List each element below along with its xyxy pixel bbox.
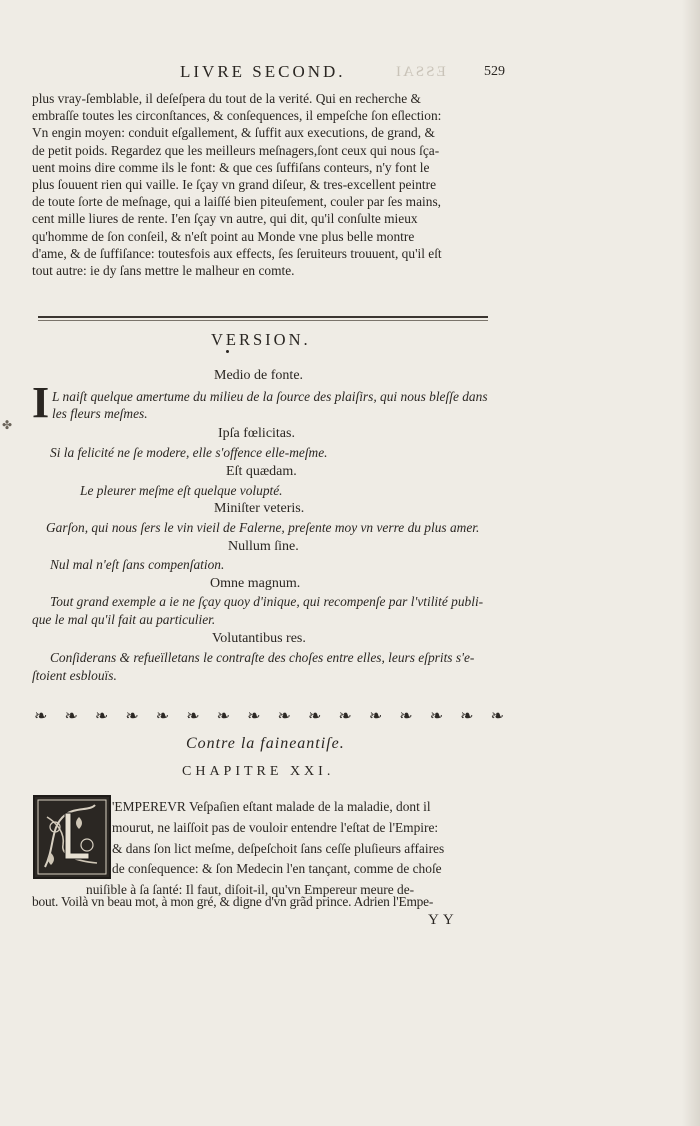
- bleed-through-text: ESSAI: [394, 64, 446, 80]
- fleuron-icon: ❧: [216, 708, 231, 725]
- chapter-text-line: nuiſible à ſa ſanté: Il faut, diſoit-il, qu'vn Empereur meure de-: [86, 882, 415, 897]
- margin-mark: ✤: [2, 418, 13, 432]
- fleuron-icon: ❧: [460, 708, 474, 725]
- chapter-text-line: 'EMPEREVR Veſpaſien eſtant malade de la maladie, dont il: [112, 799, 431, 814]
- french-translation: Garſon, qui nous ſers le vin vieil de Falerne, preſente moy vn verre du plus amer.: [46, 520, 480, 535]
- running-head: [0, 62, 700, 86]
- french-translation: les fleurs meſmes.: [52, 406, 148, 421]
- fleuron-icon: ❧: [338, 708, 352, 725]
- drop-cap-letter: I: [32, 378, 50, 427]
- fleuron-icon: ❧: [247, 708, 261, 725]
- text-line: plus ſouuent rien qui vaille. Ie ſçay vn grand diſeur, & tres-excellent peintre: [32, 177, 437, 193]
- chapter-text-line: de conſequence: & ſon Medecin l'en tançant, comme de choſe: [112, 861, 442, 876]
- latin-incipit: Miniſter veteris.: [214, 501, 305, 516]
- running-head-title: LIVRE SECOND.: [180, 62, 346, 81]
- text-line: Vn engin moyen: conduit eſgallement, & ſuffit aux executions, de grand, &: [32, 125, 435, 141]
- text-line: de toute ſorte de meſnage, qui a laiſſé bien piteuſement, couler par ſes mains,: [32, 194, 442, 210]
- french-translation: Le pleurer meſme eſt quelque volupté.: [80, 483, 283, 498]
- fleuron-icon: ❧: [125, 708, 139, 725]
- french-translation: Tout grand exemple a ie ne ſçay quoy d'inique, qui recompenſe par l'vtilité publi-: [50, 594, 484, 609]
- latin-incipit: Nullum ſine.: [228, 539, 299, 554]
- fleuron-icon: ❧: [64, 708, 78, 725]
- latin-incipit: Medio de fonte.: [214, 368, 304, 383]
- chapter-text-line: bout. Voilà vn beau mot, à mon gré, & digne d'vn grãd prince. Adrien l'Empe-: [32, 894, 434, 909]
- fleuron-icon: ❧: [368, 708, 383, 725]
- chapter-text-line: mourut, ne laiſſoit pas de vouloir entendre l'eſtat de l'Empire:: [112, 820, 439, 835]
- signature-mark: YY: [428, 912, 458, 928]
- fleuron-icon: ❧: [307, 708, 322, 725]
- text-line: de petit poids. Regardez que les meilleurs meſnagers,ſont ceux qui nous ſça-: [32, 142, 440, 158]
- text-line: embraſſe toutes les circonſtances, & conſequences, il empeſche ſon eſlection:: [32, 108, 442, 124]
- text-line: uent moins dire comme ils le font: & que ces ſuffiſans conteurs, n'y font le: [32, 159, 430, 175]
- latin-incipit: Omne magnum.: [210, 576, 301, 591]
- latin-incipit: Ipſa fœlicitas.: [218, 426, 295, 441]
- french-translation: Si la felicité ne ſe modere, elle s'offence elle-meſme.: [50, 445, 328, 460]
- chapter-number: CHAPITRE XXI.: [182, 764, 335, 779]
- fleuron-icon: ❧: [94, 708, 109, 725]
- french-translation: Nul mal n'eſt ſans compenſation.: [50, 557, 225, 572]
- text-line: tout autre: ie dy ſans mettre le malheur en comte.: [32, 263, 295, 279]
- french-translation: L naiſt quelque amertume du milieu de la ſource des plaiſirs, qui nous bleſſe dans: [52, 389, 488, 404]
- chapter-text-line: & dans ſon lict meſme, deſpeſchoit ſans ceſſe pluſieurs affaires: [112, 841, 445, 856]
- fleuron-icon: ❧: [34, 708, 48, 725]
- initial-l-ornament-icon: [35, 797, 109, 877]
- french-translation: que le mal qu'il fait au particulier.: [32, 612, 216, 627]
- page-edge-shadow: [682, 0, 700, 1126]
- fleuron-icon: ❧: [277, 708, 291, 725]
- fleuron-icon: ❧: [399, 708, 413, 725]
- fleuron-icon: ❧: [429, 708, 444, 725]
- chapter-title: Contre la faineantiſe.: [186, 735, 345, 752]
- fleuron-band: [34, 707, 504, 727]
- version-heading: VERSION.: [211, 330, 311, 349]
- text-line: plus vray-ſemblable, il deſeſpera du tout de la verité. Qui en recherche &: [32, 91, 421, 106]
- decorative-dot: [226, 350, 229, 353]
- latin-incipit: Volutantibus res.: [212, 631, 306, 646]
- latin-incipit: Eſt quædam.: [226, 464, 297, 479]
- section-rule-thin: [38, 320, 488, 321]
- french-translation: Conſiderans & refueïlletans le contraſte des choſes entre elles, leurs eſprits s'e-: [50, 650, 475, 665]
- french-translation: ſtoient esblouïs.: [32, 668, 117, 683]
- page-number: 529: [484, 64, 505, 79]
- fleuron-icon: ❧: [155, 708, 170, 725]
- text-line: qu'homme de ſon conſeil, & n'eſt point au Monde vne plus belle montre: [32, 228, 415, 244]
- fleuron-icon: ❧: [186, 708, 200, 725]
- text-line: d'ame, & de ſuffiſance: toutesfois aux effects, ſes ſeruiteurs trouuent, qu'il eſt: [32, 245, 442, 261]
- section-rule: [38, 316, 488, 318]
- top-paragraph: [32, 90, 507, 279]
- text-line: cent mille liures de rente. I'en ſçay vn autre, qui dit, qu'il conſulte mieux: [32, 211, 418, 227]
- historiated-initial: [33, 795, 111, 879]
- fleuron-icon: ❧: [490, 708, 504, 725]
